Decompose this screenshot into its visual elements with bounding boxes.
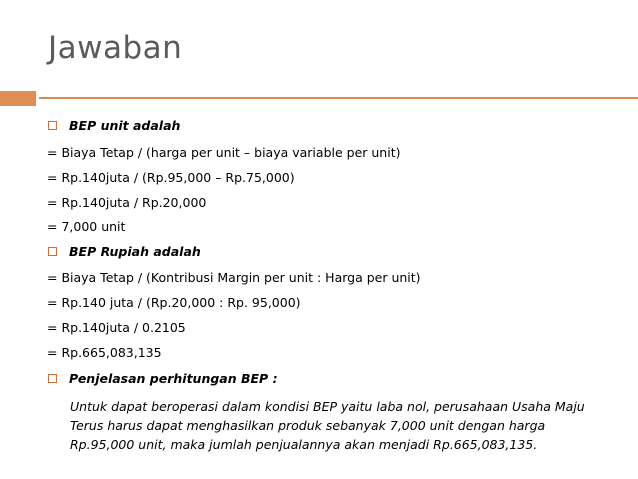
square-bullet-icon [48,247,57,256]
bullet-explanation [48,371,278,386]
unit-formula-line: = Biaya Tetap / (harga per unit – biaya variable per unit) [47,145,401,160]
unit-formula-line: = Rp.140juta / Rp.20,000 [47,195,207,210]
unit-result-line: = 7,000 unit [47,219,126,234]
unit-formula-line: = Rp.140juta / (Rp.95,000 – Rp.75,000) [47,170,295,185]
explanation-line: Terus harus dapat menghasilkan produk sebanyak 7,000 unit dengan harga [70,418,546,433]
square-bullet-icon [48,374,57,383]
slide-title: Jawaban [48,30,183,66]
rupiah-formula-line: = Biaya Tetap / (Kontribusi Margin per unit : Harga per unit) [47,270,421,285]
bullet-label: BEP Rupiah adalah [69,244,201,259]
bullet-label: Penjelasan perhitungan BEP : [69,371,278,386]
explanation-line: Rp.95,000 unit, maka jumlah penjualannya akan menjadi Rp.665,083,135. [70,437,538,452]
explanation-paragraph [70,397,610,454]
title-accent-block [0,91,36,106]
bullet-bep-rupiah [48,244,201,259]
explanation-line: Untuk dapat beroperasi dalam kondisi BEP yaitu laba nol, perusahaan Usaha Maju [70,399,585,414]
title-divider [39,97,638,99]
rupiah-formula-line: = Rp.140 juta / (Rp.20,000 : Rp. 95,000) [47,295,301,310]
square-bullet-icon [48,121,57,130]
bullet-label: BEP unit adalah [69,118,181,133]
bullet-bep-unit [48,118,180,133]
rupiah-result-line: = Rp.665,083,135 [47,345,162,360]
rupiah-formula-line: = Rp.140juta / 0.2105 [47,320,186,335]
